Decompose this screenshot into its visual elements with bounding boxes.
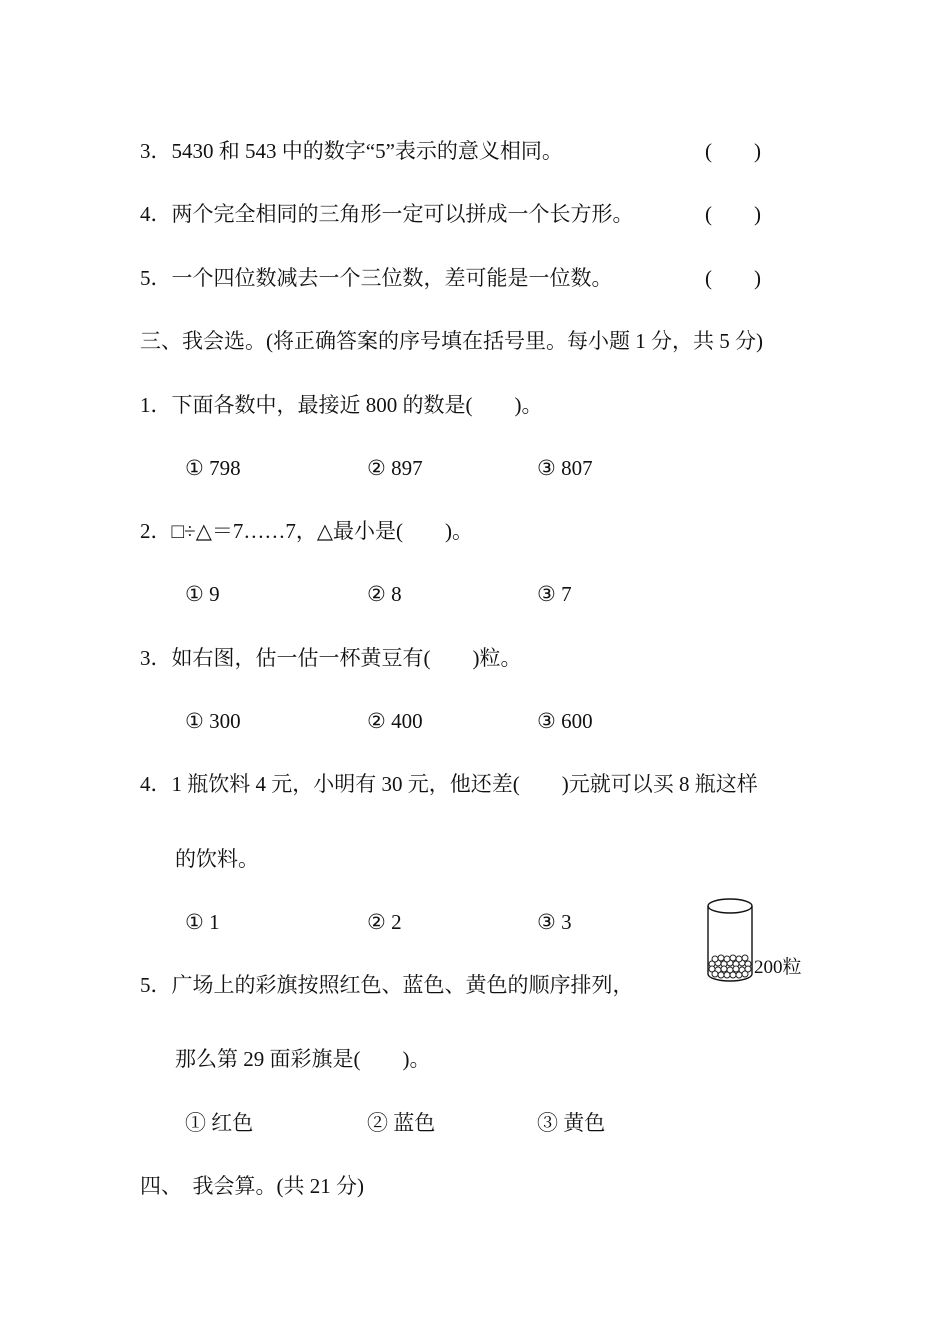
s3-q5-option-1[interactable]: ① 红色 [185,1111,254,1135]
s3-q2-option-1[interactable]: ① 9 [185,582,220,606]
s2-item-5: 5．一个四位数减去一个三位数，差可能是一位数。 [140,266,613,290]
section4-heading: 四、 我会算。(共 21 分) [140,1174,364,1198]
s3-q2-option-3[interactable]: ③ 7 [537,582,572,606]
s2-item-4: 4．两个完全相同的三角形一定可以拼成一个长方形。 [140,202,634,226]
s3-q2-text: 2．□÷△＝7……7，△最小是( )。 [140,519,473,543]
s3-q1-option-1[interactable]: ① 798 [185,456,241,480]
s3-q5-text-cont: 那么第 29 面彩旗是( )。 [175,1047,431,1071]
s3-q1-option-3[interactable]: ③ 807 [537,456,593,480]
section3-heading: 三、我会选。(将正确答案的序号填在括号里。每小题 1 分，共 5 分) [140,329,763,353]
s2-item-4-answer-paren[interactable]: ( ) [705,202,761,226]
bean-cup-label: 200粒 [754,957,802,978]
s3-q5-option-3[interactable]: ③ 黄色 [537,1111,606,1135]
s2-item-5-answer-paren[interactable]: ( ) [705,266,761,290]
s3-q3-option-2[interactable]: ② 400 [367,709,423,733]
s3-q5-option-2[interactable]: ② 蓝色 [367,1111,436,1135]
s3-q3-text: 3．如右图，估一估一杯黄豆有( )粒。 [140,646,522,670]
s3-q1-text: 1．下面各数中，最接近 800 的数是( )。 [140,393,543,417]
s3-q4-option-2[interactable]: ② 2 [367,910,402,934]
s3-q4-text-cont: 的饮料。 [175,847,259,871]
s3-q3-option-3[interactable]: ③ 600 [537,709,593,733]
s3-q5-text: 5．广场上的彩旗按照红色、蓝色、黄色的顺序排列， [140,973,634,997]
s3-q4-text: 4．1 瓶饮料 4 元，小明有 30 元，他还差( )元就可以买 8 瓶这样 [140,772,758,796]
s2-item-3-answer-paren[interactable]: ( ) [705,139,761,163]
s2-item-3: 3．5430 和 543 中的数字“5”表示的意义相同。 [140,139,563,163]
s3-q3-option-1[interactable]: ① 300 [185,709,241,733]
s3-q1-option-2[interactable]: ② 897 [367,456,423,480]
s3-q4-option-3[interactable]: ③ 3 [537,910,572,934]
s3-q2-option-2[interactable]: ② 8 [367,582,402,606]
s3-q4-option-1[interactable]: ① 1 [185,910,220,934]
